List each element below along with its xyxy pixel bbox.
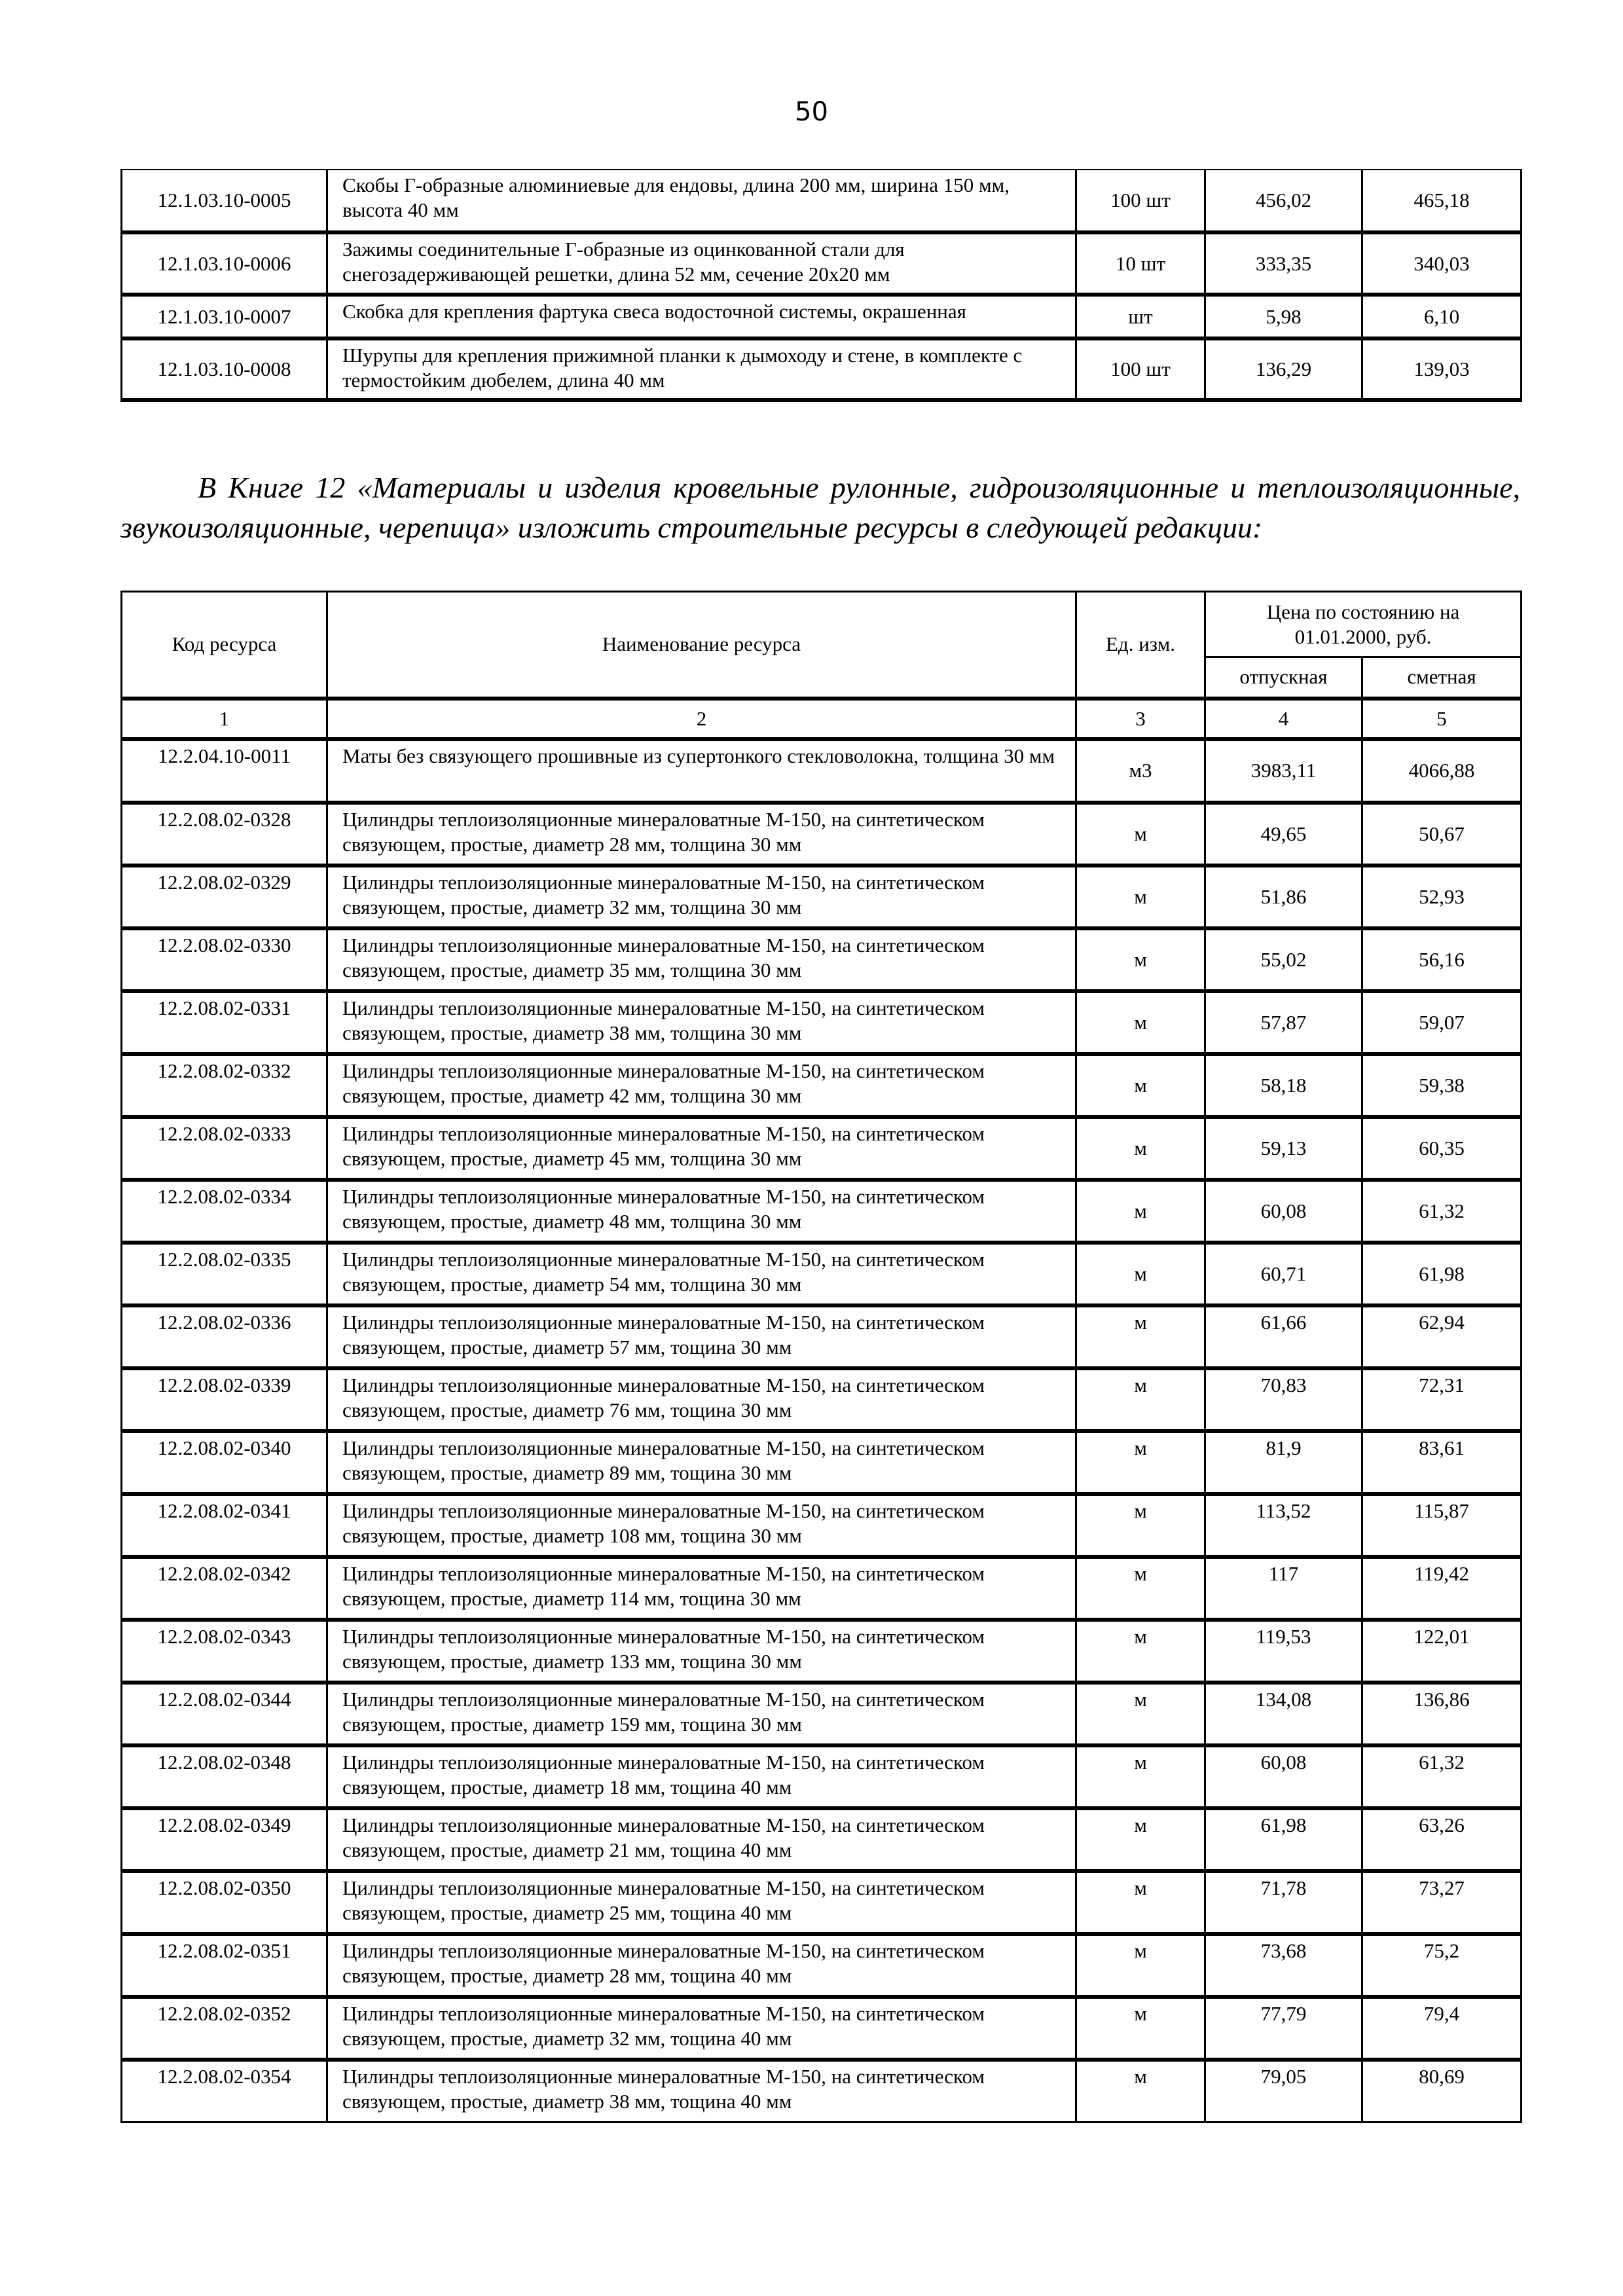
release-price: 113,52: [1205, 1494, 1362, 1557]
table-row: [122, 1620, 1522, 1683]
resource-name: Цилиндры теплоизоляционные минераловатные М-150, на синтетическом связующем, простые, диаметр 18 мм, тощина 40 мм: [327, 1745, 1076, 1808]
resource-unit: м: [1076, 1871, 1205, 1934]
resources-table: [120, 591, 1522, 2123]
release-price: 5,98: [1205, 295, 1362, 338]
header-price-group: Цена по состоянию на 01.01.2000, руб.: [1205, 592, 1522, 657]
resource-name: Цилиндры теплоизоляционные минераловатные М-150, на синтетическом связующем, простые, диаметр 114 мм, тощина 30 мм: [327, 1557, 1076, 1620]
table-row: [122, 170, 1522, 232]
resource-code: 12.2.08.02-0334: [122, 1180, 327, 1243]
resource-unit: м: [1076, 1808, 1205, 1871]
release-price: 60,08: [1205, 1180, 1362, 1243]
resource-code: 12.2.08.02-0348: [122, 1745, 327, 1808]
resource-unit: м: [1076, 1745, 1205, 1808]
resource-name: Цилиндры теплоизоляционные минераловатные М-150, на синтетическом связующем, простые, диаметр 21 мм, тощина 40 мм: [327, 1808, 1076, 1871]
release-price: 70,83: [1205, 1368, 1362, 1431]
estimate-price: 59,07: [1362, 991, 1522, 1054]
estimate-price: 75,2: [1362, 1934, 1522, 1997]
estimate-price: 62,94: [1362, 1305, 1522, 1368]
table-row: [122, 1180, 1522, 1243]
resource-code: 12.2.08.02-0328: [122, 803, 327, 866]
estimate-price: 60,35: [1362, 1117, 1522, 1180]
resource-name: Цилиндры теплоизоляционные минераловатные М-150, на синтетическом связующем, простые, диаметр 42 мм, толщина 30 мм: [327, 1054, 1076, 1117]
release-price: 61,66: [1205, 1305, 1362, 1368]
release-price: 60,71: [1205, 1243, 1362, 1305]
resource-name: Цилиндры теплоизоляционные минераловатные М-150, на синтетическом связующем, простые, диаметр 133 мм, тощина 30 мм: [327, 1620, 1076, 1683]
estimate-price: 61,98: [1362, 1243, 1522, 1305]
column-number: 4: [1205, 699, 1362, 739]
estimate-price: 61,32: [1362, 1180, 1522, 1243]
resource-name: Цилиндры теплоизоляционные минераловатные М-150, на синтетическом связующем, простые, диаметр 38 мм, толщина 30 мм: [327, 991, 1076, 1054]
release-price: 81,9: [1205, 1431, 1362, 1494]
header-estimate: сметная: [1362, 657, 1522, 699]
table-row: [122, 1871, 1522, 1934]
estimate-price: 136,86: [1362, 1683, 1522, 1745]
estimate-price: 139,03: [1362, 338, 1522, 400]
header-release: отпускная: [1205, 657, 1362, 699]
release-price: 79,05: [1205, 2060, 1362, 2123]
table-row: [122, 1054, 1522, 1117]
resource-code: 12.2.08.02-0342: [122, 1557, 327, 1620]
release-price: 136,29: [1205, 338, 1362, 400]
resource-name: Цилиндры теплоизоляционные минераловатные М-150, на синтетическом связующем, простые, диаметр 38 мм, тощина 40 мм: [327, 2060, 1076, 2123]
estimate-price: 4066,88: [1362, 739, 1522, 803]
resource-unit: м: [1076, 1368, 1205, 1431]
resource-code: 12.1.03.10-0008: [122, 338, 327, 400]
estimate-price: 83,61: [1362, 1431, 1522, 1494]
resource-code: 12.2.08.02-0351: [122, 1934, 327, 1997]
resource-unit: м: [1076, 1997, 1205, 2060]
table-row: [122, 1368, 1522, 1431]
estimate-price: 80,69: [1362, 2060, 1522, 2123]
resource-name: Цилиндры теплоизоляционные минераловатные М-150, на синтетическом связующем, простые, диаметр 28 мм, толщина 30 мм: [327, 803, 1076, 866]
header-name: Наименование ресурса: [327, 592, 1076, 699]
resource-unit: 100 шт: [1076, 338, 1205, 400]
release-price: 134,08: [1205, 1683, 1362, 1745]
resource-name: Цилиндры теплоизоляционные минераловатные М-150, на синтетическом связующем, простые, диаметр 54 мм, толщина 30 мм: [327, 1243, 1076, 1305]
resource-code: 12.2.08.02-0343: [122, 1620, 327, 1683]
table-row: [122, 1305, 1522, 1368]
resource-code: 12.1.03.10-0005: [122, 170, 327, 232]
table-row: [122, 991, 1522, 1054]
resource-code: 12.2.08.02-0332: [122, 1054, 327, 1117]
release-price: 117: [1205, 1557, 1362, 1620]
resource-code: 12.1.03.10-0006: [122, 232, 327, 295]
table-row: [122, 338, 1522, 400]
header-unit: Ед. изм.: [1076, 592, 1205, 699]
resource-unit: м: [1076, 1243, 1205, 1305]
estimate-price: 50,67: [1362, 803, 1522, 866]
resource-unit: м: [1076, 1180, 1205, 1243]
estimate-price: 73,27: [1362, 1871, 1522, 1934]
resource-name: Скобка для крепления фартука свеса водосточной системы, окрашенная: [327, 295, 1076, 338]
resource-unit: м: [1076, 1494, 1205, 1557]
resource-name: Зажимы соединительные Г-образные из оцинкованной стали для снегозадерживающей решетки, длина 52 мм, сечение 20х20 мм: [327, 232, 1076, 295]
resource-unit: м: [1076, 1117, 1205, 1180]
table-row: [122, 1745, 1522, 1808]
table-row: [122, 1683, 1522, 1745]
resource-name: Цилиндры теплоизоляционные минераловатные М-150, на синтетическом связующем, простые, диаметр 159 мм, тощина 30 мм: [327, 1683, 1076, 1745]
estimate-price: 119,42: [1362, 1557, 1522, 1620]
resource-name: Цилиндры теплоизоляционные минераловатные М-150, на синтетическом связующем, простые, диаметр 57 мм, тощина 30 мм: [327, 1305, 1076, 1368]
continued-resources-table: [120, 169, 1522, 402]
resource-code: 12.2.08.02-0335: [122, 1243, 327, 1305]
resource-unit: м: [1076, 1934, 1205, 1997]
estimate-price: 59,38: [1362, 1054, 1522, 1117]
resource-unit: м: [1076, 803, 1205, 866]
table-row: [122, 1117, 1522, 1180]
release-price: 58,18: [1205, 1054, 1362, 1117]
table-row: [122, 1997, 1522, 2060]
estimate-price: 340,03: [1362, 232, 1522, 295]
release-price: 456,02: [1205, 170, 1362, 232]
release-price: 59,13: [1205, 1117, 1362, 1180]
resource-code: 12.2.08.02-0341: [122, 1494, 327, 1557]
resource-code: 12.2.08.02-0350: [122, 1871, 327, 1934]
estimate-price: 6,10: [1362, 295, 1522, 338]
table-row: [122, 1494, 1522, 1557]
column-number-row: [122, 699, 1522, 739]
release-price: 49,65: [1205, 803, 1362, 866]
resource-name: Цилиндры теплоизоляционные минераловатные М-150, на синтетическом связующем, простые, диаметр 28 мм, тощина 40 мм: [327, 1934, 1076, 1997]
resource-code: 12.2.08.02-0329: [122, 866, 327, 928]
table-row: [122, 866, 1522, 928]
release-price: 3983,11: [1205, 739, 1362, 803]
release-price: 333,35: [1205, 232, 1362, 295]
estimate-price: 72,31: [1362, 1368, 1522, 1431]
estimate-price: 465,18: [1362, 170, 1522, 232]
release-price: 60,08: [1205, 1745, 1362, 1808]
table-row: [122, 1808, 1522, 1871]
resource-unit: 100 шт: [1076, 170, 1205, 232]
resource-code: 12.2.08.02-0336: [122, 1305, 327, 1368]
resource-name: Цилиндры теплоизоляционные минераловатные М-150, на синтетическом связующем, простые, диаметр 35 мм, толщина 30 мм: [327, 928, 1076, 991]
page-number: 50: [795, 97, 828, 127]
resource-code: 12.2.08.02-0331: [122, 991, 327, 1054]
resource-code: 12.2.08.02-0333: [122, 1117, 327, 1180]
resource-code: 12.2.08.02-0352: [122, 1997, 327, 2060]
table-row: [122, 1431, 1522, 1494]
release-price: 57,87: [1205, 991, 1362, 1054]
resource-name: Цилиндры теплоизоляционные минераловатные М-150, на синтетическом связующем, простые, диаметр 32 мм, тощина 40 мм: [327, 1997, 1076, 2060]
column-number: 3: [1076, 699, 1205, 739]
table-row: [122, 803, 1522, 866]
header-row: [122, 592, 1522, 657]
column-number: 5: [1362, 699, 1522, 739]
table-row: [122, 2060, 1522, 2123]
release-price: 119,53: [1205, 1620, 1362, 1683]
resource-unit: м: [1076, 1054, 1205, 1117]
resource-code: 12.2.08.02-0354: [122, 2060, 327, 2123]
resource-name: Цилиндры теплоизоляционные минераловатные М-150, на синтетическом связующем, простые, диаметр 25 мм, тощина 40 мм: [327, 1871, 1076, 1934]
estimate-price: 56,16: [1362, 928, 1522, 991]
resource-unit: м: [1076, 1683, 1205, 1745]
resource-unit: шт: [1076, 295, 1205, 338]
header-code: Код ресурса: [122, 592, 327, 699]
table-row: [122, 232, 1522, 295]
resource-unit: м3: [1076, 739, 1205, 803]
estimate-price: 122,01: [1362, 1620, 1522, 1683]
table-row: [122, 1934, 1522, 1997]
table-row: [122, 1557, 1522, 1620]
release-price: 73,68: [1205, 1934, 1362, 1997]
resource-name: Цилиндры теплоизоляционные минераловатные М-150, на синтетическом связующем, простые, диаметр 32 мм, толщина 30 мм: [327, 866, 1076, 928]
resource-code: 12.2.08.02-0344: [122, 1683, 327, 1745]
resource-unit: м: [1076, 2060, 1205, 2123]
resource-name: Цилиндры теплоизоляционные минераловатные М-150, на синтетическом связующем, простые, диаметр 48 мм, толщина 30 мм: [327, 1180, 1076, 1243]
column-number: 2: [327, 699, 1076, 739]
resource-name: Цилиндры теплоизоляционные минераловатные М-150, на синтетическом связующем, простые, диаметр 45 мм, толщина 30 мм: [327, 1117, 1076, 1180]
table-row: [122, 739, 1522, 803]
table-row: [122, 295, 1522, 338]
release-price: 51,86: [1205, 866, 1362, 928]
table-row: [122, 928, 1522, 991]
resource-code: 12.2.04.10-0011: [122, 739, 327, 803]
estimate-price: 79,4: [1362, 1997, 1522, 2060]
resource-unit: м: [1076, 928, 1205, 991]
resource-unit: м: [1076, 1620, 1205, 1683]
estimate-price: 61,32: [1362, 1745, 1522, 1808]
resource-name: Скобы Г-образные алюминиевые для ендовы, длина 200 мм, ширина 150 мм, высота 40 мм: [327, 170, 1076, 232]
table-row: [122, 1243, 1522, 1305]
resource-name: Маты без связующего прошивные из супертонкого стекловолокна, толщина 30 мм: [327, 739, 1076, 803]
estimate-price: 63,26: [1362, 1808, 1522, 1871]
resource-name: Цилиндры теплоизоляционные минераловатные М-150, на синтетическом связующем, простые, диаметр 108 мм, тощина 30 мм: [327, 1494, 1076, 1557]
column-number: 1: [122, 699, 327, 739]
resource-unit: м: [1076, 991, 1205, 1054]
release-price: 77,79: [1205, 1997, 1362, 2060]
resource-code: 12.1.03.10-0007: [122, 295, 327, 338]
resource-name: Цилиндры теплоизоляционные минераловатные М-150, на синтетическом связующем, простые, диаметр 89 мм, тощина 30 мм: [327, 1431, 1076, 1494]
resource-unit: м: [1076, 1557, 1205, 1620]
resource-unit: м: [1076, 1431, 1205, 1494]
resource-unit: 10 шт: [1076, 232, 1205, 295]
release-price: 55,02: [1205, 928, 1362, 991]
resource-code: 12.2.08.02-0349: [122, 1808, 327, 1871]
resource-code: 12.2.08.02-0330: [122, 928, 327, 991]
release-price: 71,78: [1205, 1871, 1362, 1934]
resource-unit: м: [1076, 1305, 1205, 1368]
instruction-paragraph: В Книге 12 «Материалы и изделия кровельные рулонные, гидроизоляционные и теплоизоляционные, звукоизоляционные, черепица» изложить строительные ресурсы в следующей редакции:: [120, 471, 1520, 544]
estimate-price: 52,93: [1362, 866, 1522, 928]
release-price: 61,98: [1205, 1808, 1362, 1871]
resource-name: Шурупы для крепления прижимной планки к дымоходу и стене, в комплекте с термостойким дюбелем, длина 40 мм: [327, 338, 1076, 400]
resource-code: 12.2.08.02-0339: [122, 1368, 327, 1431]
resource-code: 12.2.08.02-0340: [122, 1431, 327, 1494]
estimate-price: 115,87: [1362, 1494, 1522, 1557]
resource-name: Цилиндры теплоизоляционные минераловатные М-150, на синтетическом связующем, простые, диаметр 76 мм, тощина 30 мм: [327, 1368, 1076, 1431]
resource-unit: м: [1076, 866, 1205, 928]
